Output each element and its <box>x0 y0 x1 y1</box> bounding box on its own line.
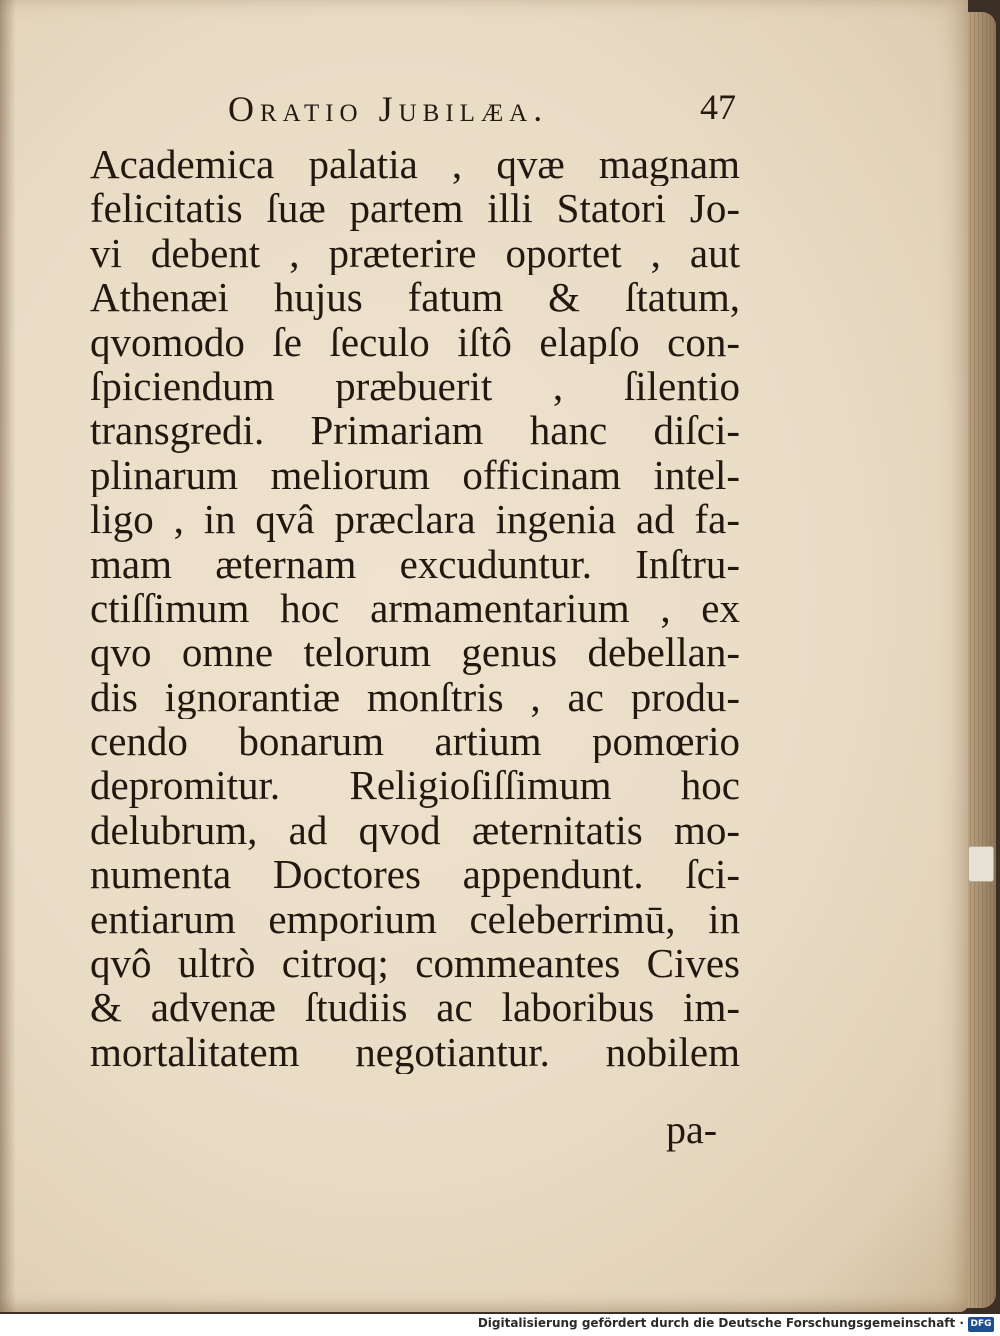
text-line: plinarum meliorum officinam intel- <box>90 452 740 498</box>
text-line: dis ignorantiæ monſtris , ac produ- <box>90 674 740 720</box>
running-title: Oratio Jubilæa. <box>228 89 549 129</box>
running-head <box>228 88 748 132</box>
text-line: felicitatis ſuæ partem illi Statori Jo- <box>90 186 740 231</box>
catchword: pa- <box>666 1107 718 1152</box>
text-line: qvô ultrò citroq; commeantes Cives <box>90 941 740 986</box>
text-line: mortalitatem negotiantur. nobilem <box>90 1029 740 1075</box>
text-line: delubrum, ad qvod æternitatis mo- <box>90 807 740 853</box>
text-line: depromitur. Religioſiſſimum hoc <box>90 763 740 808</box>
dfg-logo-icon: DFG <box>968 1317 994 1332</box>
text-line: & advenæ ſtudiis ac laboribus im- <box>90 985 740 1030</box>
text-line: cendo bonarum artium pomœrio <box>90 719 740 764</box>
text-line: numenta Doctores appendunt. ſci- <box>90 852 740 897</box>
text-line: qvo omne telorum genus debellan- <box>90 630 740 675</box>
text-line: transgredi. Primariam hanc diſci- <box>90 408 740 453</box>
page-tab-marker <box>968 846 994 882</box>
text-line: entiarum emporium celeberrimū, in <box>90 896 740 942</box>
footer-bar <box>0 1314 1000 1336</box>
text-line: ctiſſimum hoc armamentarium , ex <box>90 585 740 631</box>
text-line: ligo , in qvâ præclara ingenia ad fa- <box>90 497 740 542</box>
text-line: vi debent , præterire oportet , aut <box>90 230 740 276</box>
text-line: qvomodo ſe ſeculo iſtô elapſo con- <box>90 319 740 364</box>
footer-credit: Digitalisierung gefördert durch die Deutsche Forschungsgemeinschaft · <box>477 1316 964 1330</box>
gutter-shadow <box>0 0 16 1312</box>
text-line: Academica palatia , qvæ magnam <box>90 142 740 187</box>
page-number: 47 <box>700 87 736 127</box>
text-line: Athenæi hujus fatum & ſtatum, <box>90 275 740 320</box>
text-line: mam æternam excuduntur. Inſtru- <box>90 541 740 586</box>
body-text <box>90 142 740 1074</box>
text-line: ſpiciendum præbuerit , ſilentio <box>90 363 740 409</box>
